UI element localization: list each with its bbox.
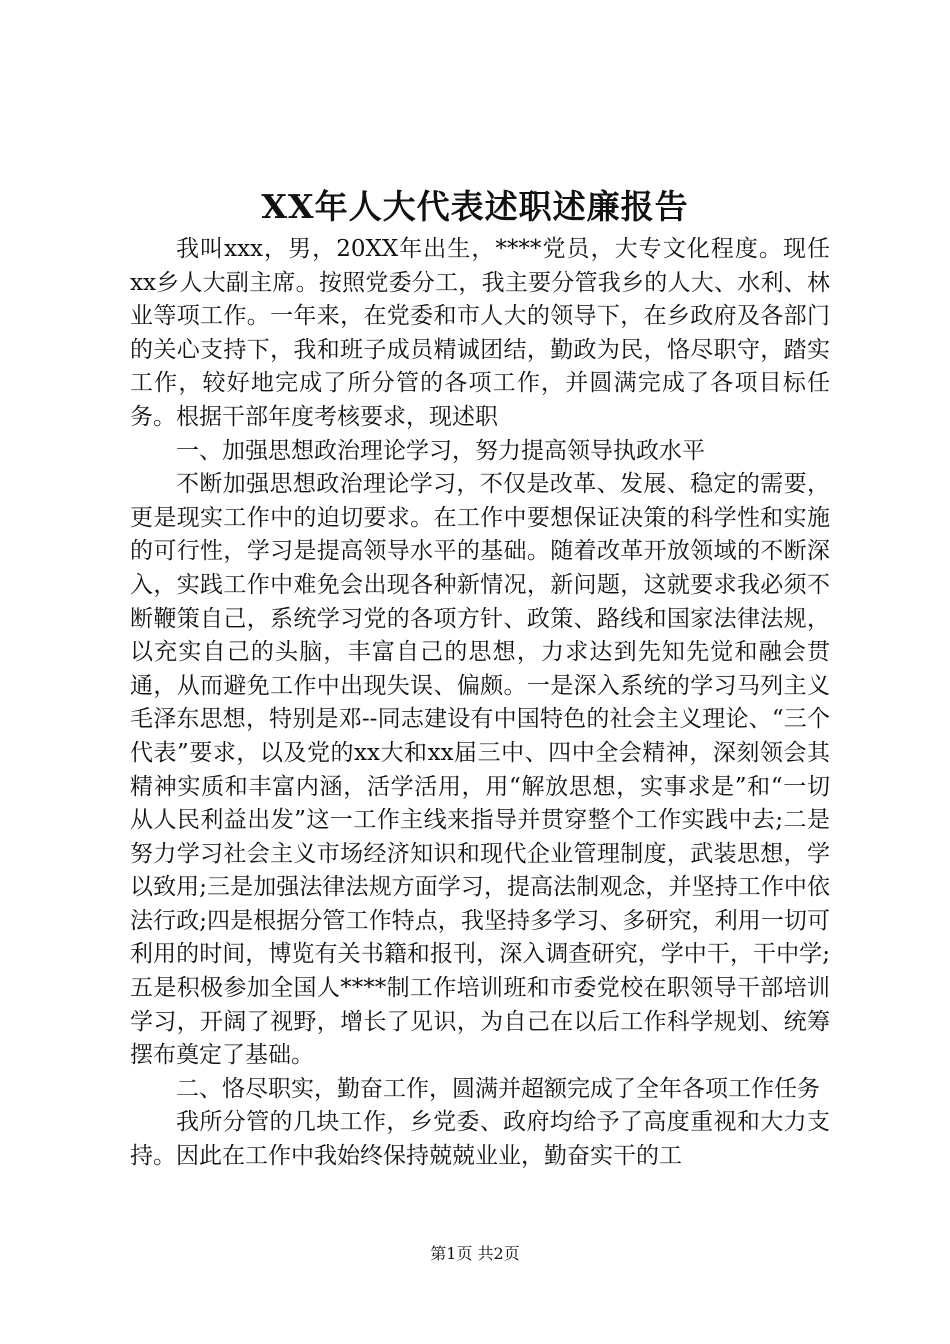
paragraph-work: 我所分管的几块工作，乡党委、政府均给予了高度重视和大力支持。因此在工作中我始终保持兢兢业业，勤奋实干的工	[130, 1109, 830, 1170]
page-number-footer: 第1页 共2页	[430, 1244, 520, 1263]
section-heading-1: 一、加强思想政治理论学习，努力提高领导执政水平	[176, 437, 705, 464]
section-heading-2: 二、恪尽职实，勤奋工作，圆满并超额完成了全年各项工作任务	[176, 1075, 820, 1102]
document-title: XX年人大代表述职述廉报告	[261, 187, 689, 226]
paragraph-study: 不断加强思想政治理论学习，不仅是改革、发展、稳定的需要，更是现实工作中的迫切要求。在工作中要想保证决策的科学性和实施的可行性，学习是提高领导水平的基础。随着改革开放领域的不断深入，实践工作中难免会出现各种新情况，新问题，这就要求我必须不断鞭策自己，系统学习党的各项方针、政策、路线和国家法律法规，以充实自己的头脑，丰富自己的思想，力求达到先知先觉和融会贯通，从而避免工作中出现失误、偏颇。一是深入系统的学习马列主义毛泽东思想，特别是邓--同志建设有中国特色的社会主义理论、“三个代表”要求，以及党的xx大和xx届三中、四中全会精神，深刻领会其精神实质和丰富内涵，活学活用，用“解放思想，实事求是”和“一切从人民利益出发”这一工作主线来指导并贯穿整个工作实践中去;二是努力学习社会主义市场经济知识和现代企业管理制度，武装思想，学以致用;三是加强法律法规方面学习，提高法制观念，并坚持工作中依法行政;四是根据分管工作特点，我坚持多学习、多研究，利用一切可利用的时间，博览有关书籍和报刊，深入调查研究，学中干，干中学;五是积极参加全国人****制工作培训班和市委党校在职领导干部培训学习，开阔了视野，增长了见识，为自己在以后工作科学规划、统筹摆布奠定了基础。	[130, 471, 830, 1069]
document-body	[130, 233, 830, 1174]
paragraph-intro: 我叫xxx，男，20XX年出生，****党员，大专文化程度。现任xx乡人大副主席。按照党委分工，我主要分管我乡的人大、水利、林业等项工作。一年来，在党委和市人大的领导下，在乡政府及各部门的关心支持下，我和班子成员精诚团结，勤政为民，恪尽职守，踏实工作，较好地完成了所分管的各项工作，并圆满完成了各项目标任务。根据干部年度考核要求，现述职	[130, 236, 830, 430]
